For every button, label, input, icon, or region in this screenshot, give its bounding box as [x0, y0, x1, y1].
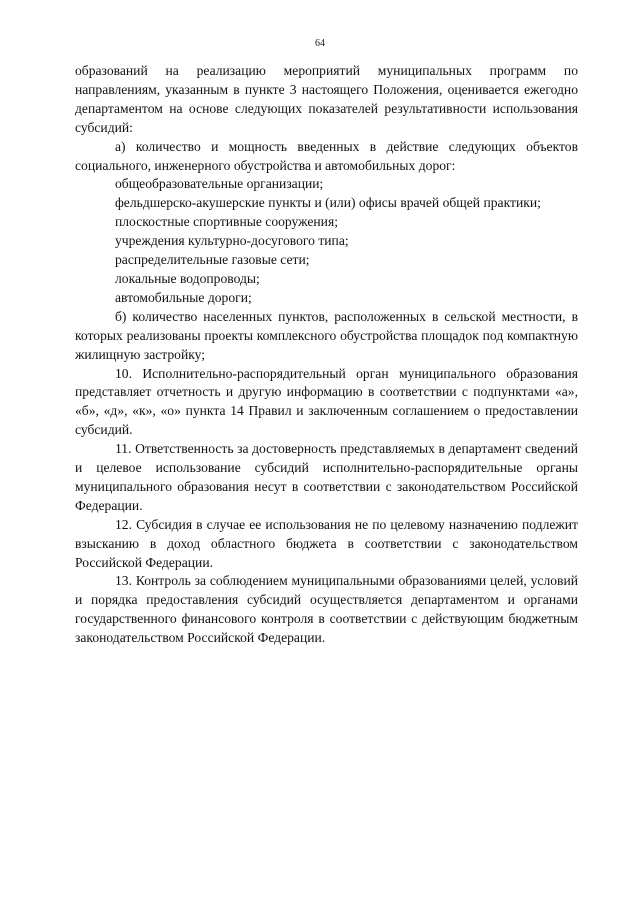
paragraph-13: 13. Контроль за соблюдением муниципальными образованиями целей, условий и порядка предоставления субсидий осуществляется департаментом и органами государственного финансового контроля в соответствии с действующим бюджетным законодательством Российской Федерации. — [75, 573, 578, 646]
list-item-medical-points: фельдшерско-акушерские пункты и (или) офисы врачей общей практики; — [115, 195, 541, 211]
list-item-schools: общеобразовательные организации; — [115, 176, 324, 192]
document-body — [75, 62, 578, 648]
paragraph-item-a: а) количество и мощность введенных в действие следующих объектов социального, инженерного обустройства и автомобильных дорог: — [75, 138, 578, 173]
list-item-gas-networks: распределительные газовые сети; — [115, 252, 310, 268]
list-item-water-supply: локальные водопроводы; — [115, 270, 260, 286]
paragraph-intro-continuation: образований на реализацию мероприятий муниципальных программ по направлениям, указанным в пункте 3 настоящего Положения, оценивается ежегодно департаментом на основе следующих показателей результативности использования субсидий: — [75, 63, 578, 135]
paragraph-10: 10. Исполнительно-распорядительный орган муниципального образования представляет отчетность и другую информацию в соответствии с подпунктами «а», «б», «д», «к», «о» пункта 14 Правил и заключенным соглашением о предоставлении субсидий. — [75, 365, 578, 438]
paragraph-11: 11. Ответственность за достоверность представляемых в департамент сведений и целевое использование субсидий исполнительно-распорядительные органы муниципального образования несут в соответствии с законодательством Российской Федерации. — [75, 441, 578, 513]
list-item-sports-facilities: плоскостные спортивные сооружения; — [115, 214, 338, 230]
page-number: 64 — [315, 38, 325, 49]
list-item-roads: автомобильные дороги; — [115, 289, 252, 305]
paragraph-item-b: б) количество населенных пунктов, расположенных в сельской местности, в которых реализованы проекты комплексного обустройства площадок под компактную жилищную застройку; — [75, 308, 578, 362]
list-item-cultural-institutions: учреждения культурно-досугового типа; — [115, 233, 349, 249]
paragraph-12: 12. Субсидия в случае ее использования не по целевому назначению подлежит взысканию в доход областного бюджета в соответствии с законодательством Российской Федерации. — [75, 516, 578, 570]
